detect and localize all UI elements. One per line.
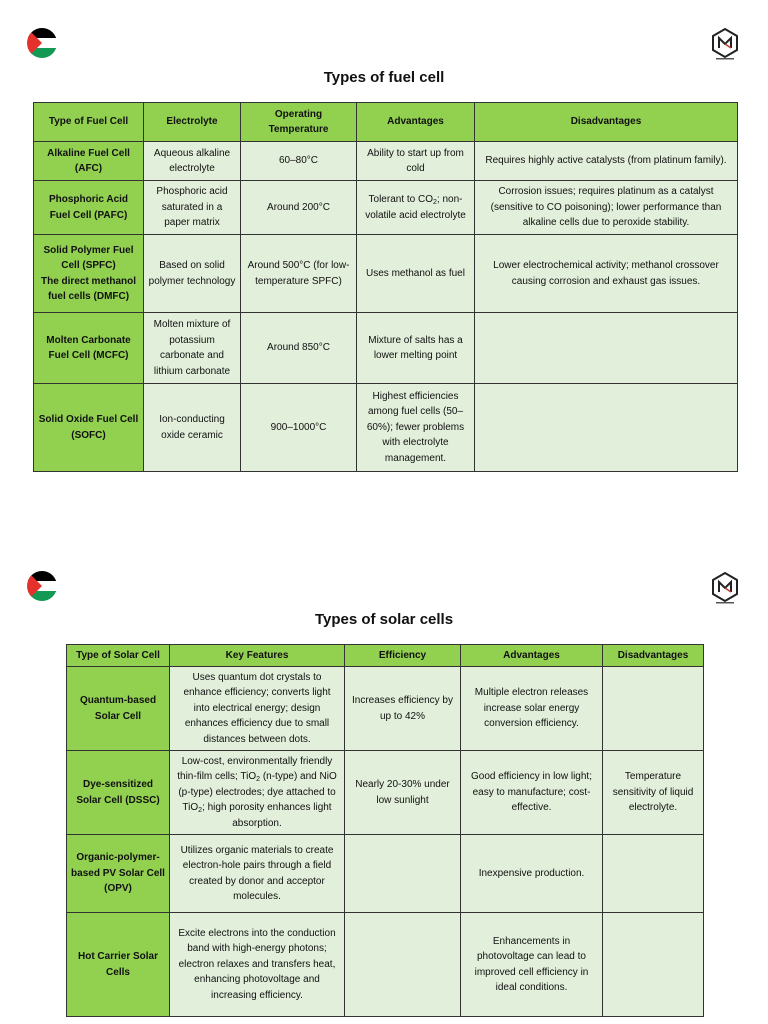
electrolyte-cell: Molten mixture of potassium carbonate and lithium carbonate — [144, 313, 241, 384]
fuel-type-cell: Solid Polymer Fuel Cell (SPFC) The direct methanol fuel cells (DMFC) — [34, 235, 144, 313]
column-header: Key Features — [170, 645, 345, 667]
electrolyte-cell: Phosphoric acid saturated in a paper matrix — [144, 181, 241, 235]
column-header: Electrolyte — [144, 103, 241, 142]
solar-cell-title: Types of solar cells — [314, 611, 454, 628]
advantages-cell: Uses methanol as fuel — [357, 235, 475, 313]
table-header-row — [34, 103, 738, 142]
table-row — [67, 835, 704, 913]
features-cell: Excite electrons into the conduction band with high-energy photons; electron relaxes and transfers heat, enhancing photovoltage and increasing efficiency. — [170, 913, 345, 1017]
table-row — [67, 751, 704, 835]
table-row — [34, 235, 738, 313]
solar-type-cell: Quantum-based Solar Cell — [67, 667, 170, 751]
mk-logo-icon — [710, 27, 740, 61]
column-header: Type of Fuel Cell — [34, 103, 144, 142]
electrolyte-cell: Aqueous alkaline electrolyte — [144, 142, 241, 181]
palestine-flag-icon — [27, 28, 57, 58]
table-header-row — [67, 645, 704, 667]
table-row — [34, 384, 738, 472]
column-header: Disadvantages — [475, 103, 738, 142]
column-header: Efficiency — [345, 645, 461, 667]
electrolyte-cell: Based on solid polymer technology — [144, 235, 241, 313]
column-header: Operating Temperature — [241, 103, 357, 142]
disadvantages-cell: Lower electrochemical activity; methanol crossover causing corrosion and exhaust gas issues. — [475, 235, 738, 313]
features-cell: Low-cost, environmentally friendly thin-film cells; TiO$_2$ (n-type) and NiO (p-type) electrodes; dye attached to TiO$_2$; high porosity enhances light absorption. — [170, 751, 345, 835]
disadvantages-cell: Corrosion issues; requires platinum as a catalyst (sensitive to CO poisoning); lower performance than alkaline cells due to peroxide stability. — [475, 181, 738, 235]
palestine-flag-icon — [27, 571, 57, 601]
fuel-type-cell: Alkaline Fuel Cell (AFC) — [34, 142, 144, 181]
advantages-cell: Mixture of salts has a lower melting point — [357, 313, 475, 384]
column-header: Advantages — [357, 103, 475, 142]
advantages-cell: Multiple electron releases increase solar energy conversion efficiency. — [461, 667, 603, 751]
solar-type-cell: Hot Carrier Solar Cells — [67, 913, 170, 1017]
column-header: Type of Solar Cell — [67, 645, 170, 667]
table-row — [34, 142, 738, 181]
solar-type-cell: Organic-polymer-based PV Solar Cell (OPV) — [67, 835, 170, 913]
temperature-cell: 900–1000°C — [241, 384, 357, 472]
disadvantages-cell — [603, 913, 704, 1017]
fuel-type-cell: Molten Carbonate Fuel Cell (MCFC) — [34, 313, 144, 384]
mk-logo-icon — [710, 571, 740, 605]
disadvantages-cell — [475, 384, 738, 472]
fuel-cell-table — [33, 102, 738, 472]
features-cell: Utilizes organic materials to create electron-hole pairs through a field created by donor and acceptor molecules. — [170, 835, 345, 913]
table-row — [67, 913, 704, 1017]
fuel-type-cell: Phosphoric Acid Fuel Cell (PAFC) — [34, 181, 144, 235]
solar-cell-table — [66, 644, 704, 1017]
temperature-cell: Around 500°C (for low-temperature SPFC) — [241, 235, 357, 313]
advantages-cell: Tolerant to $CO_2$; non-volatile acid electrolyte — [357, 181, 475, 235]
disadvantages-cell: Requires highly active catalysts (from platinum family). — [475, 142, 738, 181]
advantages-cell: Highest efficiencies among fuel cells (50–60%); fewer problems with electrolyte management. — [357, 384, 475, 472]
fuel-cell-title: Types of fuel cell — [323, 69, 445, 86]
disadvantages-cell: Temperature sensitivity of liquid electrolyte. — [603, 751, 704, 835]
advantages-cell: Ability to start up from cold — [357, 142, 475, 181]
electrolyte-cell: Ion-conducting oxide ceramic — [144, 384, 241, 472]
efficiency-cell — [345, 913, 461, 1017]
efficiency-cell: Nearly 20-30% under low sunlight — [345, 751, 461, 835]
efficiency-cell: Increases efficiency by up to 42% — [345, 667, 461, 751]
table-row — [34, 313, 738, 384]
fuel-type-cell: Solid Oxide Fuel Cell (SOFC) — [34, 384, 144, 472]
disadvantages-cell — [603, 667, 704, 751]
efficiency-cell — [345, 835, 461, 913]
advantages-cell: Enhancements in photovoltage can lead to improved cell efficiency in ideal conditions. — [461, 913, 603, 1017]
table-row — [67, 667, 704, 751]
temperature-cell: 60–80°C — [241, 142, 357, 181]
advantages-cell: Inexpensive production. — [461, 835, 603, 913]
advantages-cell: Good efficiency in low light; easy to manufacture; cost-effective. — [461, 751, 603, 835]
column-header: Advantages — [461, 645, 603, 667]
table-row — [34, 181, 738, 235]
column-header: Disadvantages — [603, 645, 704, 667]
solar-type-cell: Dye-sensitized Solar Cell (DSSC) — [67, 751, 170, 835]
temperature-cell: Around 200°C — [241, 181, 357, 235]
features-cell: Uses quantum dot crystals to enhance efficiency; converts light into electrical energy; design enhances efficiency due to small distances between dots. — [170, 667, 345, 751]
temperature-cell: Around 850°C — [241, 313, 357, 384]
disadvantages-cell — [475, 313, 738, 384]
disadvantages-cell — [603, 835, 704, 913]
